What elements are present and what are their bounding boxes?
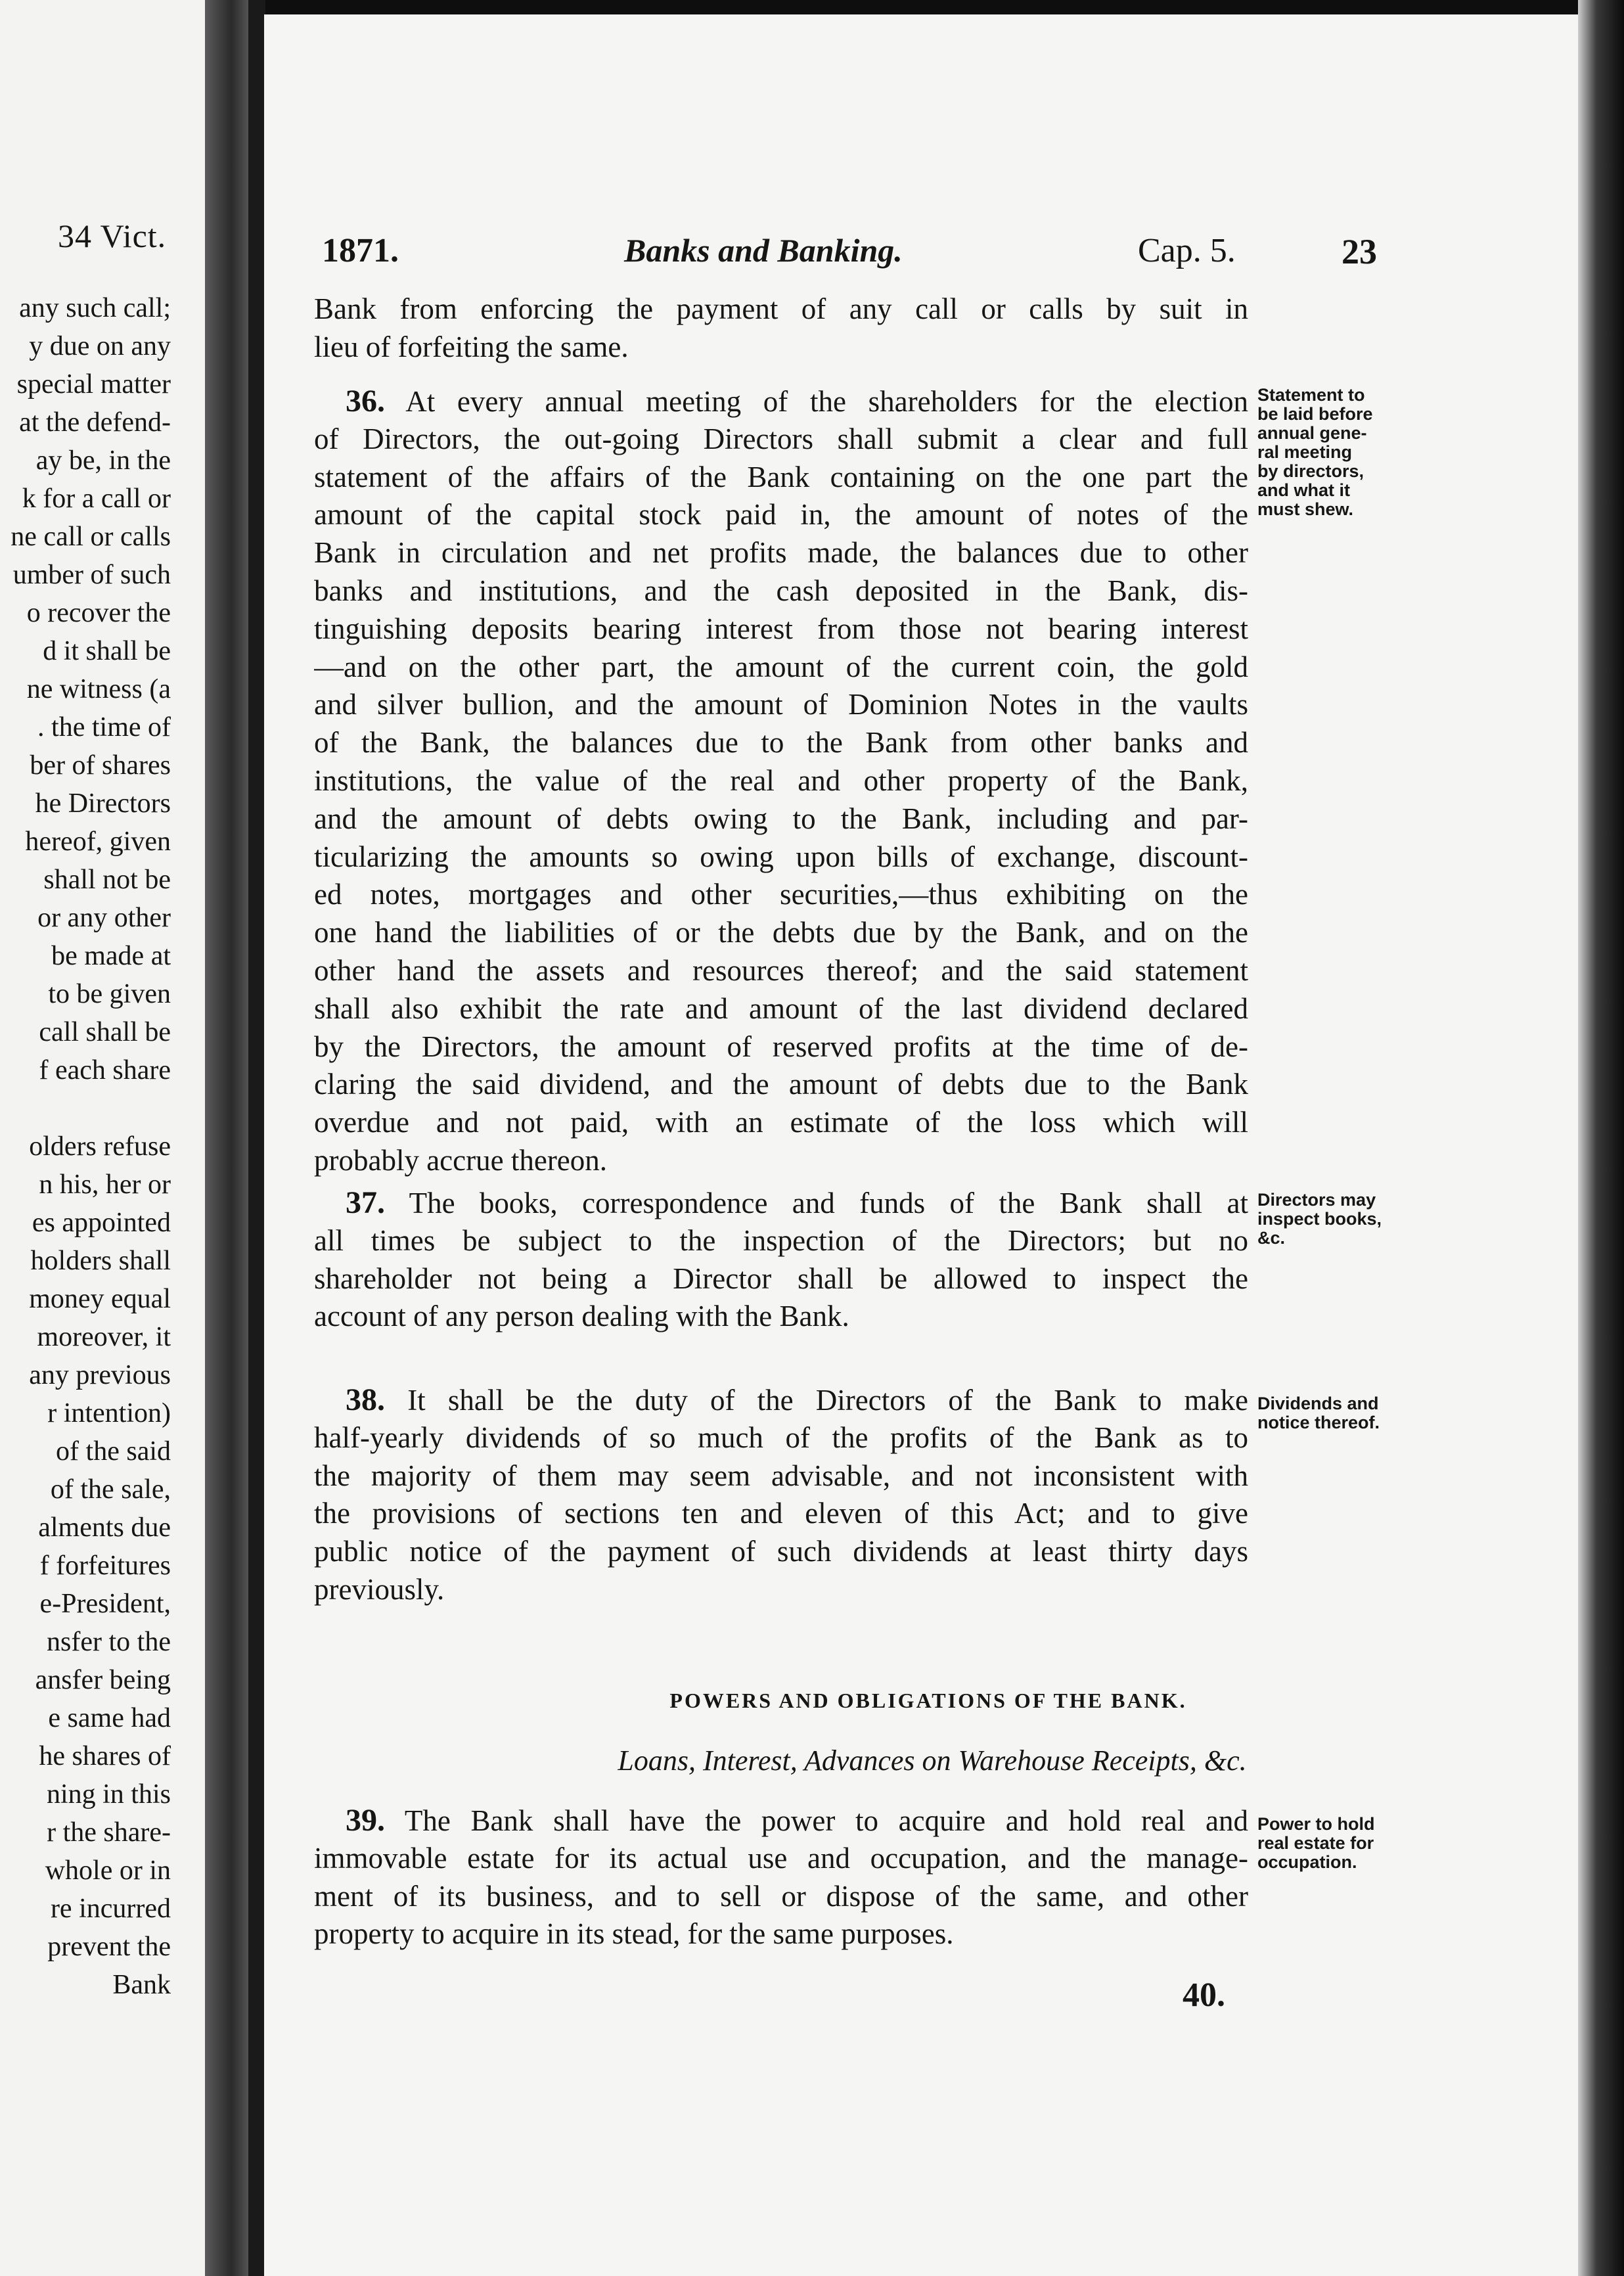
left-page-line: r the share- <box>47 1817 171 1848</box>
running-head-title: Banks and Banking. <box>624 232 903 269</box>
main-page <box>264 14 1585 2276</box>
text-line: public notice of the payment of such dividends at least thirty days <box>314 1535 1248 1568</box>
margin-note-line: Directors may <box>1257 1190 1376 1210</box>
left-page-line: f forfeitures <box>39 1551 171 1581</box>
margin-note-36 <box>1257 386 1428 519</box>
section-first-line-text: The Bank shall have the power to acquire and hold real and <box>404 1804 1248 1837</box>
section-37 <box>314 1184 1248 1336</box>
text-line: Bank from enforcing the payment of any call or calls by suit in <box>314 292 1248 325</box>
left-page-line: r intention) <box>47 1398 171 1428</box>
text-line: Bank in circulation and net profits made, the balances due to other <box>314 536 1248 570</box>
left-page-line: special matter <box>16 369 171 399</box>
text-line: the majority of them may seem advisable, and not inconsistent with <box>314 1459 1248 1492</box>
margin-note-line: inspect books, <box>1257 1209 1382 1229</box>
text-line: statement of the affairs of the Bank containing on the one part the <box>314 460 1248 493</box>
left-page-line: f each share <box>39 1055 171 1085</box>
margin-note-39 <box>1257 1815 1428 1872</box>
part-heading: POWERS AND OBLIGATIONS OF THE BANK. <box>669 1689 1187 1712</box>
left-facing-page <box>0 0 222 2276</box>
left-page-line: e same had <box>48 1703 171 1733</box>
text-line: and the amount of debts owing to the Bank, including and par- <box>314 802 1248 835</box>
section-number: 37. <box>346 1185 385 1220</box>
text-line: other hand the assets and resources thereof; and the said statement <box>314 953 1248 987</box>
margin-note-line: &c. <box>1257 1228 1286 1248</box>
text-line: probably accrue thereon. <box>314 1143 608 1177</box>
margin-note-line: notice thereof. <box>1257 1413 1380 1432</box>
continuation-paragraph <box>314 290 1248 367</box>
left-page-text <box>0 289 171 2004</box>
section-number: 38. <box>346 1382 385 1417</box>
left-page-line: ne witness (a <box>26 674 171 704</box>
left-page-line: money equal <box>29 1284 171 1314</box>
left-page-line: ansfer being <box>35 1665 171 1695</box>
left-page-line: prevent the <box>47 1932 171 1962</box>
text-line: the provisions of sections ten and eleven of this Act; and to give <box>314 1497 1248 1530</box>
running-head <box>264 231 1585 277</box>
page-edge-shadow <box>1578 0 1624 2276</box>
left-page-line: of the sale, <box>50 1474 171 1505</box>
page-number: 23 <box>1342 232 1377 271</box>
left-page-header: 34 Vict. <box>58 217 167 254</box>
text-line: of the Bank, the balances due to the Bank from other banks and <box>314 726 1248 760</box>
section-first-line-text: It shall be the duty of the Directors of the Bank to make <box>407 1384 1248 1417</box>
left-page-line: any previous <box>29 1360 171 1390</box>
left-page-line: be made at <box>51 941 171 971</box>
margin-note-38 <box>1257 1394 1428 1432</box>
margin-note-line: and what it <box>1257 480 1350 500</box>
left-page-line: whole or in <box>45 1855 171 1886</box>
gutter-shadow <box>248 0 265 2276</box>
text-line <box>314 1381 1248 1419</box>
text-line: lieu of forfeiting the same. <box>314 330 629 363</box>
left-page-line: ning in this <box>46 1779 171 1809</box>
text-line: shall also exhibit the rate and amount of the last dividend declared <box>314 991 1248 1025</box>
margin-note-line: be laid before <box>1257 404 1373 424</box>
text-line <box>314 382 1248 421</box>
left-page-line: he Directors <box>35 788 171 819</box>
text-line: ed notes, mortgages and other securities,—thus exhibiting on the <box>314 878 1248 911</box>
text-line: banks and institutions, and the cash deposited in the Bank, dis- <box>314 574 1248 607</box>
left-page-line: alments due <box>38 1513 171 1543</box>
section-first-line-text: The books, correspondence and funds of the Bank shall at <box>409 1187 1248 1219</box>
margin-note-line: annual gene- <box>1257 423 1367 443</box>
text-line: institutions, the value of the real and other property of the Bank, <box>314 763 1248 797</box>
left-page-line: hereof, given <box>25 827 171 857</box>
left-page-line: es appointed <box>32 1208 171 1238</box>
left-page-line: d it shall be <box>43 636 171 666</box>
sub-heading: Loans, Interest, Advances on Warehouse Receipts, &c. <box>618 1744 1247 1777</box>
left-page-line: re incurred <box>50 1894 171 1924</box>
margin-note-37 <box>1257 1191 1428 1248</box>
margin-note-line: Power to hold <box>1257 1814 1375 1834</box>
left-page-line: umber of such <box>12 560 171 590</box>
section-number: 36. <box>346 384 385 419</box>
margin-note-line: Statement to <box>1257 385 1365 405</box>
left-page-line: moreover, it <box>37 1322 171 1352</box>
left-page-line: any such call; <box>19 293 171 323</box>
section-first-line-text: At every annual meeting of the shareholders for the election <box>405 385 1248 418</box>
left-page-line: holders shall <box>30 1246 171 1276</box>
margin-note-line: by directors, <box>1257 461 1365 481</box>
text-line: by the Directors, the amount of reserved profits at the time of de- <box>314 1030 1248 1063</box>
left-page-line: ber of shares <box>30 750 171 781</box>
left-page-line: call shall be <box>39 1017 171 1047</box>
text-line: previously. <box>314 1572 445 1606</box>
left-page-line: o recover the <box>26 598 171 628</box>
text-line: and silver bullion, and the amount of Dominion Notes in the vaults <box>314 688 1248 721</box>
left-page-line: nsfer to the <box>47 1627 171 1657</box>
text-line: immovable estate for its actual use and occupation, and the manage- <box>314 1841 1248 1875</box>
section-38 <box>314 1381 1248 1609</box>
text-line: amount of the capital stock paid in, the amount of notes of the <box>314 498 1248 532</box>
text-line <box>314 1802 1248 1840</box>
running-head-year: 1871. <box>322 232 399 269</box>
text-line: all times be subject to the inspection of the Directors; but no <box>314 1223 1248 1257</box>
left-page-line: k for a call or <box>22 484 171 514</box>
left-page-line: he shares of <box>39 1741 171 1771</box>
text-line: of Directors, the out-going Directors shall submit a clear and full <box>314 422 1248 455</box>
text-line: one hand the liabilities of or the debts due by the Bank, and on the <box>314 916 1248 949</box>
text-line: property to acquire in its stead, for the same purposes. <box>314 1917 954 1951</box>
section-36 <box>314 382 1248 1180</box>
left-page-line: to be given <box>48 979 171 1009</box>
left-page-line: of the said <box>56 1436 171 1467</box>
margin-note-line: real estate for <box>1257 1833 1374 1853</box>
left-page-line: . the time of <box>37 712 171 742</box>
text-line: ticularizing the amounts so owing upon bills of exchange, discount- <box>314 840 1248 873</box>
text-line: claring the said dividend, and the amount of debts due to the Bank <box>314 1068 1248 1101</box>
left-page-line: e-President, <box>39 1589 171 1619</box>
section-number: 39. <box>346 1803 385 1838</box>
left-page-line: ay be, in the <box>35 445 171 476</box>
left-page-line: olders refuse <box>29 1131 171 1162</box>
left-page-line <box>0 1089 171 1127</box>
margin-note-line: must shew. <box>1257 499 1354 519</box>
left-page-line: shall not be <box>43 865 171 895</box>
left-page-line: y due on any <box>29 331 171 361</box>
text-line <box>314 1184 1248 1222</box>
text-line: half-yearly dividends of so much of the profits of the Bank as to <box>314 1421 1248 1454</box>
left-page-line: Bank <box>112 1970 171 2000</box>
left-page-line: at the defend- <box>19 407 171 438</box>
text-line: account of any person dealing with the Bank. <box>314 1300 849 1333</box>
text-line: tinguishing deposits bearing interest from those not bearing interest <box>314 612 1248 645</box>
margin-note-line: occupation. <box>1257 1852 1357 1872</box>
text-line: ment of its business, and to sell or dispose of the same, and other <box>314 1879 1248 1913</box>
left-page-line: or any other <box>37 903 171 933</box>
left-page-line: n his, her or <box>39 1170 171 1200</box>
margin-note-line: Dividends and <box>1257 1394 1379 1413</box>
left-page-line: ne call or calls <box>11 522 171 552</box>
section-39 <box>314 1802 1248 1953</box>
running-head-chapter: Cap. 5. <box>1138 232 1236 269</box>
text-line: shareholder not being a Director shall be allowed to inspect the <box>314 1262 1248 1295</box>
text-line: overdue and not paid, with an estimate of the loss which will <box>314 1106 1248 1139</box>
margin-note-line: ral meeting <box>1257 442 1353 462</box>
text-line: —and on the other part, the amount of the current coin, the gold <box>314 650 1248 683</box>
catchword: 40. <box>1183 1976 1225 2014</box>
